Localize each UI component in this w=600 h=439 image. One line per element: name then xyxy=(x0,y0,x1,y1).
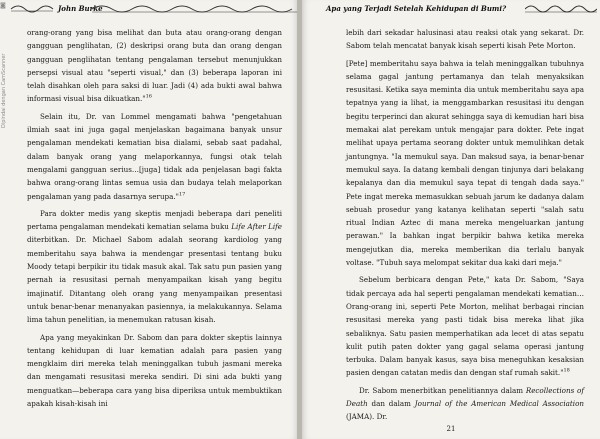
page-number: 21 xyxy=(446,425,456,433)
left-paragraph-3: Para dokter medis yang skeptis menjadi beberapa dari peneliti pertama pengalaman mendekati kematian selama buku Life After Life diterbitkan. Dr. Michael Sabom adalah seorang kardiolog yang memberitahu saya bahwa ia mendengar presentasi tentang buku Moody tetapi berpikir itu tidak masuk akal. Tak satu pun pasien yang pernah ia resusitasi pernah menyampaikan kisah yang begitu imajinatif. Ditantang oleh orang yang menyampaikan presentasi untuk benar-benar menanyakan pasiennya, ia melakukannya. Selama lima tahun penelitian, ia menemukan ratusan kisah. xyxy=(27,208,282,325)
left-running-header xyxy=(10,2,290,16)
right-paragraph-1: lebih dari sekadar halusinasi atau reaksi otak yang sekarat. Dr. Sabom telah mencatat banyak kisah seperti kisah Pete Morton. xyxy=(346,28,584,51)
left-paragraph-4: Apa yang meyakinkan Dr. Sabom dan para dokter skeptis lainnya tentang kehidupan di luar kematian adalah para pasien yang mengklaim diri mereka telah meninggalkan tubuh jasmani mereka dan mengamati resusitasi mereka sendiri. Di sini ada bukti yang menguatkan—beberapa cara yang bisa diperiksa untuk membuktikan apakah kisah-kisah ini xyxy=(27,332,282,409)
right-header-ornament-icon xyxy=(525,3,597,15)
right-body-text xyxy=(346,26,584,424)
left-ornament-icon xyxy=(10,3,55,15)
scanner-logo-icon: ◙ xyxy=(0,2,6,9)
right-blockquote: [Pete] memberitahu saya bahwa ia telah meninggalkan tubuhnya selama gagal jantung pertamanya dan telah menyaksikan resusitasi. Ketika saya meminta dia untuk memberitahu saya apa tepatnya yang ia lihat, ia menggambarkan resusitasi itu dengan begitu terperinci dan akurat sehingga saya di kemudian hari bisa memakai alat perekam untuk mengajar para dokter. Pete ingat melihat upaya pertama seorang dokter untuk memulihkan detak jantungnya. "Ia memukul saya. Dan maksud saya, ia benar-benar memukul saya. Ia datang kembali dengan tinjunya dari belakang kepalanya dan dia memukul saya tepat di tengah dada saya." Pete ingat mereka memasukkan sebuah jarum ke dadanya dalam sebuah prosedur yang katanya kelihatan seperti "salah satu ritual Indian Aztec di mana mereka mengeluarkan jantung perawan." Ia bahkan ingat berpikir bahwa ketika mereka mengejutkan dia, mereka memberikan dia terlalu banyak voltase. "Tubuh saya melompat sekitar dua kaki dari meja." xyxy=(346,58,584,268)
journal-title-jama: Journal of the American Medical Association xyxy=(414,399,584,409)
left-page xyxy=(0,0,298,439)
right-page xyxy=(302,0,600,439)
left-paragraph-1: orang-orang yang bisa melihat dan buta atau orang-orang dengan gangguan penglihatan, (2) deskripsi orang buta dan orang dengan gangguan penglihatan tentang pengalaman tersebut menunjukkan persepsi visual atau "seperti visual," dan (3) beberapa laporan ini telah disahkan oleh para saksi di luar. Jadi (4) ada bukti awal bahwa informasi visual bisa dikuatkan."$^{16}$ xyxy=(27,28,282,104)
left-paragraph-2: Selain itu, Dr. van Lommel mengamati bahwa "pengetahuan ilmiah saat ini juga gagal menjelaskan bagaimana banyak unsur pengalaman mendekati kematian bisa dialami, sebab saat padahal, dalam banyak orang yang melaporkannya, fungsi otak telah mengalami gangguan serius…[juga] tidak ada penjelasan bagi fakta bahwa orang-orang lintas semua usia dan budaya telah melaporkan pengalaman yang pada dasarnya serupa."$^{17}$ xyxy=(27,111,282,201)
left-header-author: John Burke xyxy=(58,4,103,13)
scanner-watermark: Dipindai dengan CamScanner xyxy=(1,53,7,128)
book-title-recollections: Recollections of Death xyxy=(346,385,584,409)
right-paragraph-3: Sebelum berbicara dengan Pete," kata Dr. Sabom, "Saya tidak percaya ada hal seperti pengalaman mendekati kematian…Orang-orang ini, seperti Pete Morton, melihat berbagai rincian resusitasi mereka yang pasti tidak bisa mereka lihat jika sebaliknya. Satu pasien memperhatikan ada lecet di atas sepatu kulit putih paten dokter yang gagal selama operasi jantung terbuka. Dalam banyak kasus, saya bisa meneguhkan kesaksian pasien dengan catatan medis dan dengan staf rumah sakit."$^{18}$ xyxy=(346,275,584,378)
left-body-text xyxy=(27,26,282,410)
left-header-ornament-icon xyxy=(92,3,297,15)
right-running-header xyxy=(310,2,590,16)
right-header-title: Apa yang Terjadi Setelah Kehidupan di Bumi? xyxy=(326,4,507,13)
book-title-life-after-life: Life After Life xyxy=(231,222,282,232)
right-paragraph-4: Dr. Sabom menerbitkan penelitiannya dalam Recollections of Death dan dalam Journal of the American Medical Association (JAMA). Dr. xyxy=(346,385,584,422)
